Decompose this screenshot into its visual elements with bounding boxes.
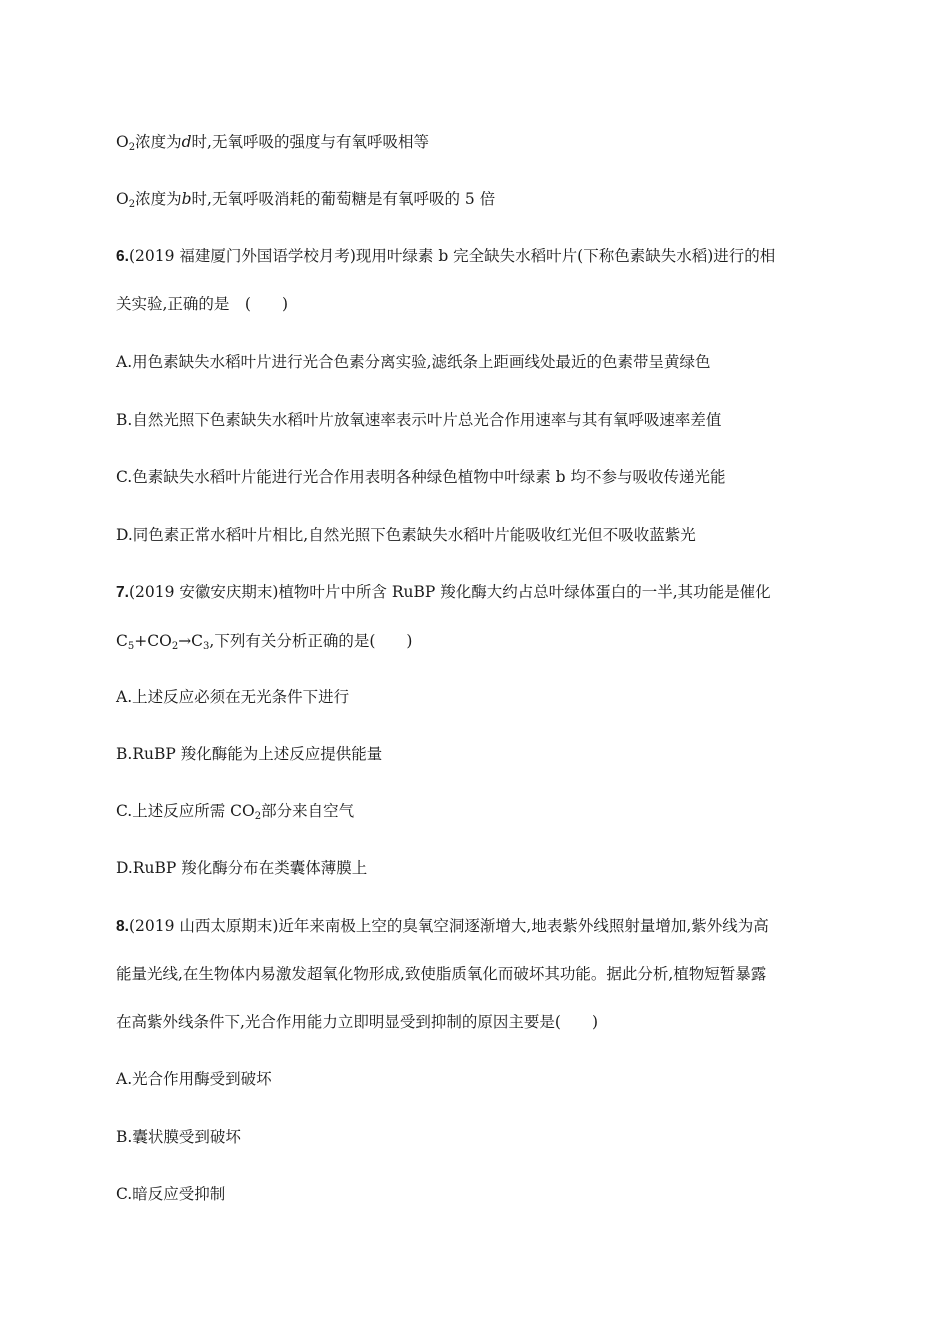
question-8-stem: 8.(2019 山西太原期末)近年来南极上空的臭氧空洞逐渐增大,地表紫外线照射量增加,紫外线为高 <box>116 917 769 935</box>
question-6-option-d: D.同色素正常水稻叶片相比,自然光照下色素缺失水稻叶片能吸收红光但不吸收蓝紫光 <box>116 526 696 544</box>
question-6-option-c: C.色素缺失水稻叶片能进行光合作用表明各种绿色植物中叶绿素 b 均不参与吸收传递光能 <box>116 468 726 486</box>
option-c-prev: $O_2$浓度为d时,无氧呼吸的强度与有氧呼吸相等 <box>116 133 429 153</box>
question-number: 8. <box>116 918 129 935</box>
question-7-option-a: A.上述反应必须在无光条件下进行 <box>116 688 350 706</box>
question-number: 6. <box>116 248 129 265</box>
question-7-option-c: C.上述反应所需 $CO_2$部分来自空气 <box>116 802 355 822</box>
option-d-prev: $O_2$浓度为b时,无氧呼吸消耗的葡萄糖是有氧呼吸的 5 倍 <box>116 190 496 210</box>
question-7-option-d: D.RuBP 羧化酶分布在类囊体薄膜上 <box>116 859 368 877</box>
question-6-stem-cont: 关实验,正确的是 ( ) <box>116 295 289 313</box>
question-7-stem-cont: $C_5+CO_2\to C_3$,下列有关分析正确的是( ) <box>116 632 413 652</box>
question-number: 7. <box>116 584 129 601</box>
question-6-stem: 6.(2019 福建厦门外国语学校月考)现用叶绿素 b 完全缺失水稻叶片(下称色素缺失水稻)进行的相 <box>116 247 776 265</box>
question-8-stem-cont2: 在高紫外线条件下,光合作用能力立即明显受到抑制的原因主要是( ) <box>116 1013 599 1031</box>
question-7-option-b: B.RuBP 羧化酶能为上述反应提供能量 <box>116 745 383 763</box>
question-7-stem: 7.(2019 安徽安庆期末)植物叶片中所含 RuBP 羧化酶大约占总叶绿体蛋白的一半,其功能是催化 <box>116 583 771 601</box>
question-6-option-b: B.自然光照下色素缺失水稻叶片放氧速率表示叶片总光合作用速率与其有氧呼吸速率差值 <box>116 411 722 429</box>
question-8-option-b: B.囊状膜受到破坏 <box>116 1128 241 1146</box>
question-6-option-a: A.用色素缺失水稻叶片进行光合色素分离实验,滤纸条上距画线处最近的色素带呈黄绿色 <box>116 353 711 371</box>
question-8-stem-cont: 能量光线,在生物体内易激发超氧化物形成,致使脂质氧化而破坏其功能。据此分析,植物短暂暴露 <box>116 965 767 983</box>
question-8-option-a: A.光合作用酶受到破坏 <box>116 1070 272 1088</box>
question-8-option-c: C.暗反应受抑制 <box>116 1185 226 1203</box>
